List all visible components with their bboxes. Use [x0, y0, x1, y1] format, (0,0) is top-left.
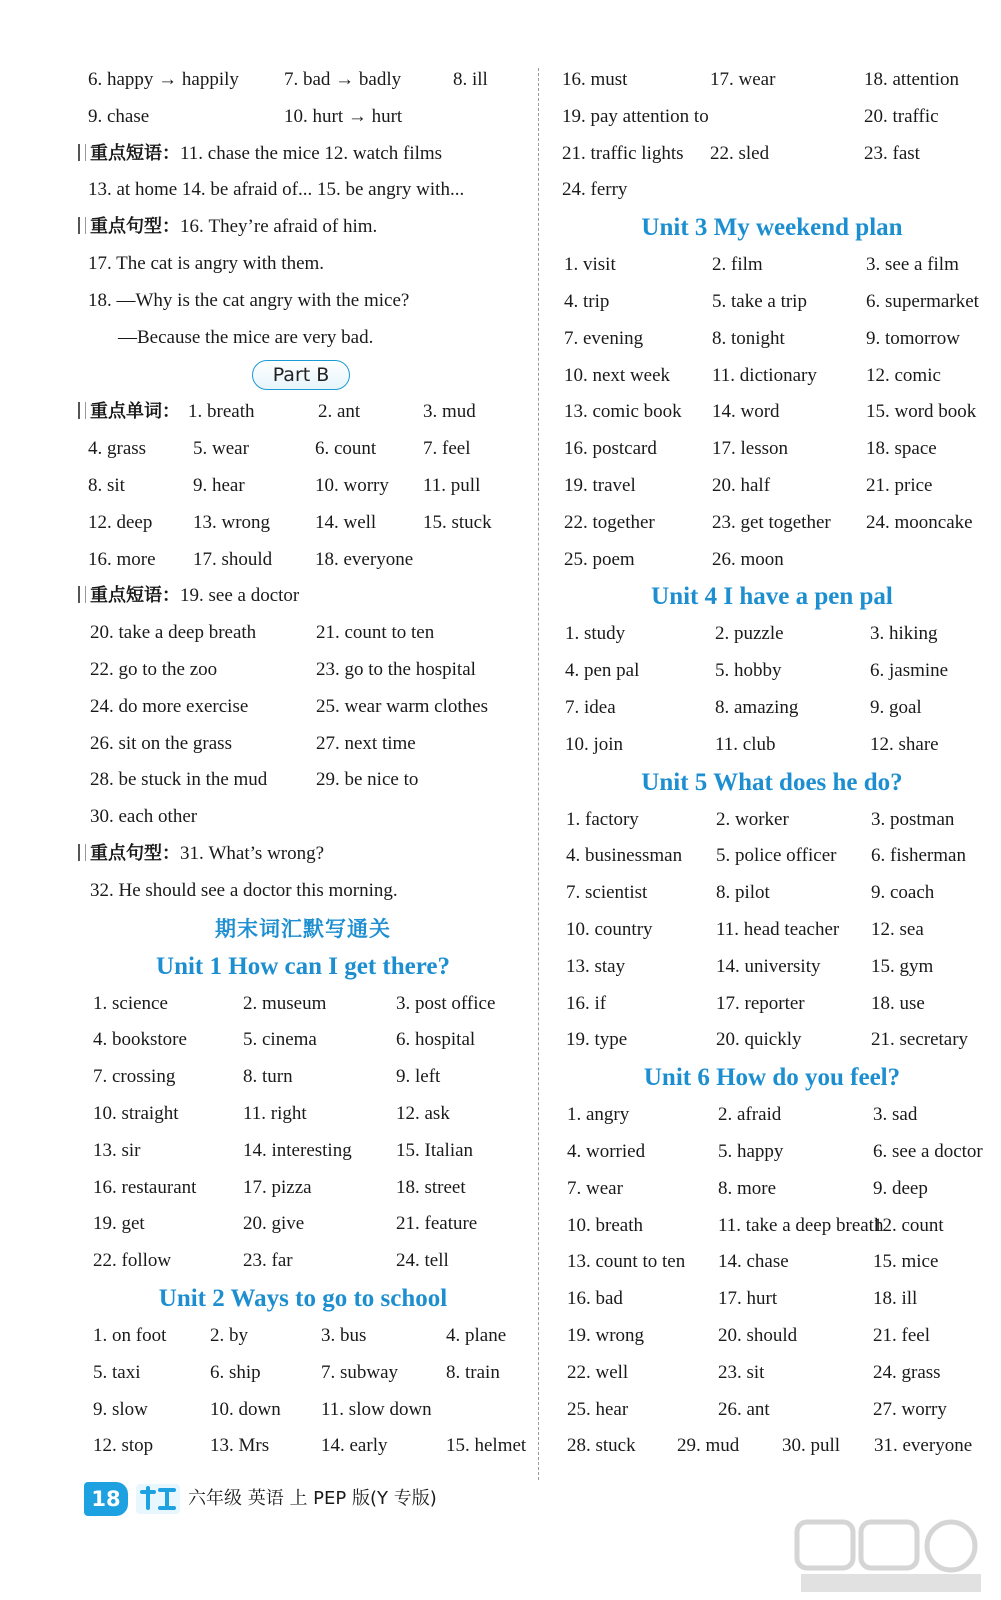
word-item: 21. feel — [873, 1324, 930, 1346]
word-item: 3. hiking — [870, 623, 938, 645]
word-item: 17. wear — [710, 69, 776, 90]
word-item: 12. sea — [871, 918, 924, 940]
word-item: 20. half — [712, 474, 771, 496]
word-item: 24. mooncake — [866, 511, 973, 533]
word-item: 19. pay attention to — [562, 105, 709, 127]
word-item: 15. Italian — [396, 1139, 474, 1161]
word-item: 21. secretary — [871, 1029, 969, 1051]
list-item — [552, 802, 992, 839]
word-item: 23. get together — [712, 511, 831, 533]
unit-2-word-list-continued — [552, 62, 992, 209]
list-item — [78, 468, 528, 505]
word-item: 3. sad — [873, 1104, 918, 1126]
list-item — [552, 875, 992, 912]
word-item: 14. word — [712, 401, 780, 423]
word-item: 9. goal — [870, 696, 922, 718]
word-item: 27. worry — [873, 1398, 947, 1420]
list-item — [552, 949, 992, 986]
word-item: 21. feature — [396, 1213, 478, 1235]
list-item: 18. —Why is the cat angry with the mice? — [88, 289, 410, 311]
word-item: 4. grass — [88, 438, 147, 460]
word-item: 1. science — [93, 992, 168, 1014]
list-item — [552, 1134, 992, 1171]
word-item: 8. sit — [88, 474, 125, 496]
word-item: 22. together — [564, 511, 655, 533]
list-item — [78, 136, 528, 173]
unit-3-word-list — [552, 247, 992, 578]
word-item: 9. left — [396, 1066, 441, 1088]
part-b-badge: Part B — [252, 360, 350, 390]
list-item — [78, 505, 528, 542]
unit-1-title: Unit 1 How can I get there? — [156, 952, 450, 980]
list-item — [552, 542, 992, 579]
word-item: 2. puzzle — [715, 623, 784, 645]
list-item — [552, 468, 992, 505]
right-column — [552, 62, 992, 1465]
list-item — [78, 1428, 528, 1465]
word-item: 11. right — [243, 1102, 307, 1124]
word-item: 13. sir — [93, 1139, 141, 1161]
list-item — [552, 1208, 992, 1245]
word-item: 17. pizza — [243, 1176, 312, 1198]
word-item: 11. dictionary — [712, 364, 817, 386]
list-item — [78, 1243, 528, 1280]
word-item: 22. well — [567, 1361, 629, 1383]
word-item: 6. see a doctor — [873, 1140, 983, 1162]
part-heading — [78, 356, 528, 394]
list-item — [552, 1171, 992, 1208]
word-item: 8. more — [718, 1177, 777, 1199]
word-item: 12. share — [870, 733, 939, 755]
word-item: 6. jasmine — [870, 660, 949, 682]
word-item: 17. should — [193, 548, 273, 570]
section-label: 重点短语： — [90, 585, 180, 607]
list-item — [552, 912, 992, 949]
word-item: 1. study — [565, 623, 626, 645]
word-item: 15. helmet — [446, 1435, 527, 1457]
list-item — [78, 99, 528, 136]
word-item: 5. hobby — [715, 660, 782, 682]
word-item: 8. turn — [243, 1066, 293, 1088]
list-item — [78, 762, 528, 799]
phrase-item: 21. count to ten — [316, 622, 435, 644]
word-item: 12. deep — [88, 511, 153, 533]
word-item: 7. bad → badly — [284, 69, 402, 90]
unit-6-title: Unit 6 How do you feel? — [643, 1064, 901, 1092]
phrase-item: 23. go to the hospital — [316, 658, 476, 680]
word-item: 26. ant — [718, 1398, 770, 1420]
word-item: 22. sled — [710, 142, 770, 164]
word-item: 1. factory — [566, 808, 639, 830]
list-item — [552, 431, 992, 468]
word-item: 13. stay — [566, 955, 626, 977]
word-item: 11. pull — [423, 474, 481, 496]
list-item — [552, 62, 992, 99]
word-item: 21. price — [866, 474, 933, 496]
word-item: 18. everyone — [315, 548, 414, 570]
list-item — [552, 1244, 992, 1281]
word-item: 9. deep — [873, 1177, 928, 1199]
word-item: 2. ant — [318, 401, 361, 423]
unit-5-title: Unit 5 What does he do? — [641, 768, 903, 796]
word-item: 22. follow — [93, 1250, 172, 1272]
phrase-item: 28. be stuck in the mud — [90, 769, 268, 791]
list-item — [78, 652, 528, 689]
word-item: 11. slow down — [321, 1398, 432, 1420]
list-item — [552, 616, 992, 653]
list-item: 32. He should see a doctor this morning. — [90, 879, 398, 901]
word-item: 10. country — [566, 918, 653, 940]
word-item: 9. coach — [871, 882, 935, 904]
word-item: 12. stop — [93, 1435, 154, 1457]
list-item — [552, 136, 992, 173]
section-marker-icon — [78, 144, 86, 161]
list-item — [78, 1392, 528, 1429]
list-item — [552, 321, 992, 358]
section-marker-icon — [78, 586, 86, 603]
word-item: 16. bad — [567, 1288, 623, 1310]
list-item — [552, 727, 992, 764]
list-item — [78, 62, 528, 99]
word-item: 18. street — [396, 1176, 466, 1198]
sentence-text: 31. What’s wrong? — [180, 842, 325, 864]
list-item — [552, 394, 992, 431]
list-item — [78, 209, 528, 246]
word-item: 11. head teacher — [716, 918, 840, 940]
word-item: 7. wear — [567, 1177, 623, 1199]
word-item: 30. pull — [782, 1435, 841, 1457]
word-item: 7. evening — [564, 327, 644, 349]
word-item: 10. next week — [564, 364, 671, 386]
phrase-item: 25. wear warm clothes — [316, 695, 488, 717]
word-item: 26. moon — [712, 548, 784, 570]
unit-5-word-list — [552, 802, 992, 1060]
list-item — [552, 99, 992, 136]
word-item: 16. postcard — [564, 438, 657, 460]
word-item: 16. more — [88, 548, 156, 570]
list-item — [552, 1318, 992, 1355]
word-item: 4. bookstore — [93, 1029, 187, 1051]
word-item: 2. worker — [716, 808, 789, 830]
phrase-item: 27. next time — [316, 732, 416, 754]
word-item: 15. gym — [871, 955, 934, 977]
word-item: 21. traffic lights — [562, 142, 684, 164]
list-item — [552, 1281, 992, 1318]
phrase-item: 29. be nice to — [316, 769, 419, 791]
word-item: 5. cinema — [243, 1029, 317, 1051]
section-label: 重点单词： — [90, 401, 180, 423]
unit-4-word-list — [552, 616, 992, 763]
word-item: 6. count — [315, 438, 377, 460]
word-item: 8. pilot — [716, 882, 770, 904]
list-item — [78, 726, 528, 763]
word-item: 25. poem — [564, 548, 635, 570]
word-item: 12. comic — [866, 364, 941, 386]
list-item — [552, 1097, 992, 1134]
list-item — [78, 542, 528, 579]
list-item — [552, 247, 992, 284]
list-item — [552, 690, 992, 727]
word-item: 5. wear — [193, 438, 249, 460]
word-item: 1. breath — [188, 401, 255, 423]
word-item: 14. well — [315, 511, 377, 533]
word-item: 6. supermarket — [866, 290, 979, 312]
section-marker-icon — [78, 217, 86, 234]
word-item: 4. worried — [567, 1140, 646, 1162]
word-item: 31. everyone — [874, 1435, 973, 1457]
list-item: 13. at home 14. be afraid of... 15. be angry with... — [88, 179, 465, 201]
word-item: 10. worry — [315, 474, 389, 496]
list-item — [78, 1318, 528, 1355]
left-column — [78, 62, 528, 1465]
list-item — [78, 836, 528, 873]
word-item: 18. space — [866, 438, 937, 460]
word-item: 5. take a trip — [712, 290, 807, 312]
word-item: 2. museum — [243, 992, 327, 1014]
word-item: 14. early — [321, 1435, 388, 1457]
word-item: 12. count — [873, 1214, 944, 1236]
list-item — [78, 394, 528, 431]
phrase-item: 22. go to the zoo — [90, 658, 218, 680]
word-item: 3. see a film — [866, 254, 959, 276]
word-item: 7. crossing — [93, 1066, 176, 1088]
list-item — [552, 1428, 992, 1465]
word-item: 6. happy → happily — [88, 69, 239, 90]
section-label: 重点短语： — [90, 142, 180, 164]
word-item: 17. lesson — [712, 438, 788, 460]
word-item: 15. word book — [866, 401, 977, 423]
watermark-icon — [791, 1516, 991, 1596]
section-label: 重点句型： — [90, 842, 180, 864]
word-item: 24. grass — [873, 1361, 941, 1383]
list-item — [78, 1355, 528, 1392]
word-item: 15. mice — [873, 1251, 939, 1273]
list-item — [78, 615, 528, 652]
unit-4-title: Unit 4 I have a pen pal — [651, 583, 893, 611]
section-label: 重点句型： — [90, 216, 180, 238]
list-item — [78, 1206, 528, 1243]
list-item — [552, 1022, 992, 1059]
word-item: 4. plane — [446, 1324, 507, 1346]
word-item: 19. type — [566, 1029, 628, 1051]
column-divider — [538, 68, 539, 1480]
word-item: 6. hospital — [396, 1029, 476, 1051]
word-item: 1. on foot — [93, 1324, 167, 1346]
word-item: 16. must — [562, 69, 628, 90]
word-item: 9. tomorrow — [866, 327, 960, 349]
word-item: 3. postman — [871, 808, 955, 830]
word-item: 5. taxi — [93, 1361, 141, 1383]
section-marker-icon — [78, 844, 86, 861]
word-item: 15. stuck — [423, 511, 492, 533]
word-item: 10. straight — [93, 1102, 179, 1124]
word-item: 24. tell — [396, 1250, 449, 1272]
phrase-item: 26. sit on the grass — [90, 732, 232, 754]
word-item: 8. amazing — [715, 696, 799, 718]
list-item — [552, 172, 992, 209]
word-item: 20. traffic — [864, 105, 939, 127]
word-item: 4. trip — [564, 290, 610, 312]
word-item: 9. chase — [88, 105, 150, 127]
word-item: 7. feel — [423, 438, 471, 460]
word-item: 8. train — [446, 1361, 500, 1383]
word-item: 29. mud — [677, 1435, 740, 1457]
word-item: 23. fast — [864, 142, 920, 164]
list-item — [78, 1059, 528, 1096]
word-item: 11. take a deep breath — [718, 1214, 884, 1236]
word-item: 2. by — [210, 1324, 248, 1346]
word-item: 1. angry — [567, 1104, 630, 1126]
word-item: 19. travel — [564, 474, 636, 496]
page-number: 18 — [84, 1482, 128, 1516]
word-item: 18. attention — [864, 69, 959, 90]
list-item — [552, 505, 992, 542]
list-item — [78, 1133, 528, 1170]
word-item: 13. wrong — [193, 511, 271, 533]
word-item: 7. scientist — [566, 882, 648, 904]
word-item: 18. ill — [873, 1288, 918, 1310]
word-item: 14. interesting — [243, 1139, 352, 1161]
word-item: 14. chase — [718, 1251, 789, 1273]
list-item — [552, 653, 992, 690]
list-item — [78, 1170, 528, 1207]
list-item — [552, 358, 992, 395]
word-item: 28. stuck — [567, 1435, 636, 1457]
word-item: 16. if — [566, 992, 607, 1014]
unit-2-title: Unit 2 Ways to go to school — [158, 1284, 448, 1312]
list-item — [552, 284, 992, 321]
word-item: 10. down — [210, 1398, 281, 1420]
section-marker-icon — [78, 402, 86, 419]
word-item: 11. club — [715, 733, 776, 755]
word-item: 10. breath — [567, 1214, 643, 1236]
word-item: 7. idea — [565, 696, 616, 718]
word-item: 20. give — [243, 1213, 305, 1235]
word-item: 2. afraid — [718, 1104, 782, 1126]
list-item: —Because the mice are very bad. — [118, 326, 374, 348]
sentence-text: 16. They’re afraid of him. — [180, 216, 378, 238]
section-title: 期末词汇默写通关 — [215, 916, 391, 941]
list-item — [78, 1022, 528, 1059]
page-footer — [84, 1476, 504, 1520]
list-item — [552, 838, 992, 875]
word-item: 23. sit — [718, 1361, 765, 1383]
publisher-logo-icon — [134, 1478, 182, 1518]
word-item: 23. far — [243, 1250, 293, 1272]
word-item: 5. happy — [718, 1140, 784, 1162]
list-item — [78, 578, 528, 615]
list-item — [552, 1392, 992, 1429]
phrase-text: 19. see a doctor — [180, 585, 300, 607]
word-item: 10. join — [565, 733, 624, 755]
word-item: 14. university — [716, 955, 821, 977]
word-item: 19. wrong — [567, 1324, 645, 1346]
list-item — [552, 1355, 992, 1392]
unit-1-word-list — [78, 986, 528, 1280]
word-item: 6. ship — [210, 1361, 261, 1383]
word-item: 1. visit — [564, 254, 616, 276]
word-item: 9. hear — [193, 474, 245, 496]
word-item: 16. restaurant — [93, 1176, 197, 1198]
phrase-text: 11. chase the mice 12. watch films — [180, 142, 443, 164]
list-item — [78, 986, 528, 1023]
word-item: 12. ask — [396, 1102, 450, 1124]
word-item: 4. businessman — [566, 845, 683, 867]
word-item: 3. bus — [321, 1324, 367, 1346]
word-item: 8. tonight — [712, 327, 785, 349]
word-item: 24. ferry — [562, 179, 628, 201]
word-item: 17. hurt — [718, 1288, 778, 1310]
word-item: 4. pen pal — [565, 660, 640, 682]
word-item: 19. get — [93, 1213, 145, 1235]
word-item: 17. reporter — [716, 992, 805, 1014]
book-title: 六年级 英语 上 PEP 版(Y 专版) — [188, 1488, 437, 1509]
list-item — [78, 689, 528, 726]
list-item — [78, 1096, 528, 1133]
word-item: 6. fisherman — [871, 845, 966, 867]
word-item: 5. police officer — [716, 845, 837, 867]
word-item: 10. hurt → hurt — [284, 105, 403, 127]
unit-2-word-list — [78, 1318, 528, 1465]
word-item: 8. ill — [453, 69, 488, 90]
list-item — [78, 431, 528, 468]
phrase-item: 24. do more exercise — [90, 695, 249, 717]
phrase-item: 20. take a deep breath — [90, 622, 257, 644]
word-item: 13. comic book — [564, 401, 682, 423]
word-item: 20. quickly — [716, 1029, 802, 1051]
word-item: 9. slow — [93, 1398, 148, 1420]
word-item: 13. count to ten — [567, 1251, 686, 1273]
word-item: 3. mud — [423, 401, 476, 423]
word-item: 3. post office — [396, 992, 496, 1014]
word-item: 2. film — [712, 254, 763, 276]
word-item: 7. subway — [321, 1361, 399, 1383]
word-item: 18. use — [871, 992, 925, 1014]
word-item: 13. Mrs — [210, 1435, 270, 1457]
word-item: 20. should — [718, 1324, 798, 1346]
list-item — [552, 986, 992, 1023]
list-item: 30. each other — [90, 806, 198, 828]
word-item: 25. hear — [567, 1398, 629, 1420]
list-item: 17. The cat is angry with them. — [88, 252, 325, 274]
unit-3-title: Unit 3 My weekend plan — [641, 214, 903, 242]
unit-6-word-list — [552, 1097, 992, 1428]
